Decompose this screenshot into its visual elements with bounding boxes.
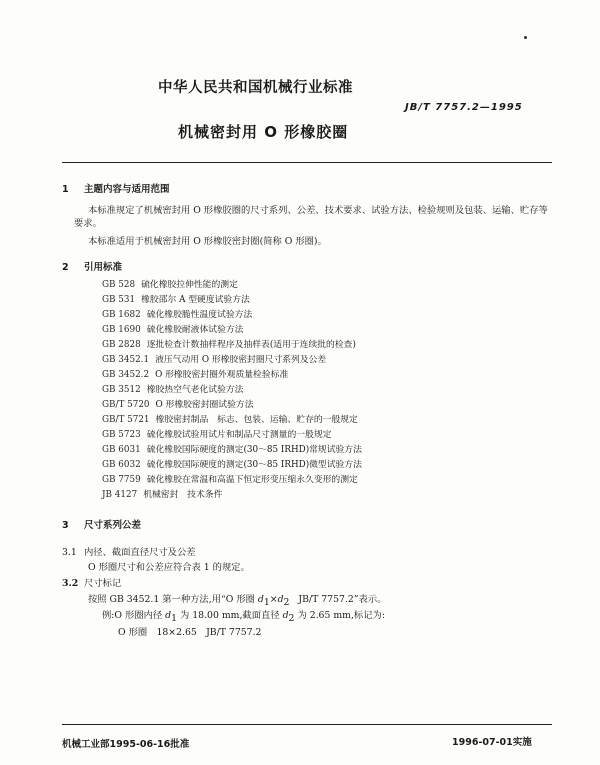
- reference-item: [102, 413, 362, 428]
- section-number: 1: [62, 184, 69, 195]
- example-text-b: 为 18.00 mm,截面直径: [180, 610, 280, 621]
- reference-title: 液压气动用 O 形橡胶密封圈尺寸系列及公差: [155, 355, 327, 365]
- reference-item: [102, 488, 362, 503]
- section-1-heading: [62, 181, 170, 195]
- section-1-paragraph-2: 本标准适用于机械密封用 O 形橡胶密封圈(简称 O 形圈)。: [88, 236, 327, 247]
- reference-code: GB 7759: [102, 475, 141, 485]
- standard-category-title: 中华人民共和国机械行业标准: [158, 80, 353, 96]
- reference-code: GB 6031: [102, 445, 141, 455]
- approval-date: 机械工业部1995-06-16批准: [62, 739, 190, 750]
- reference-item: [102, 443, 362, 458]
- reference-item: [102, 458, 362, 473]
- subsection-number: 3.1: [62, 547, 77, 558]
- reference-item: [102, 323, 362, 338]
- section-title: 尺寸系列公差: [84, 520, 142, 531]
- reference-title: 硫化橡胶国际硬度的测定(30～85 IRHD)常规试验方法: [146, 445, 362, 455]
- subsection-title: 尺寸标记: [84, 578, 122, 589]
- var-d1: d: [257, 594, 264, 605]
- reference-title: 硫化橡胶耐液体试验方法: [146, 325, 244, 335]
- section-2-heading: [62, 259, 122, 273]
- reference-code: GB 6032: [102, 460, 141, 470]
- var-d2-subscript: 2: [283, 596, 290, 608]
- reference-title: 硫化橡胶在常温和高温下恒定形变压缩永久变形的测定: [146, 475, 358, 485]
- reference-title: 硫化橡胶国际硬度的测定(30～85 IRHD)微型试验方法: [146, 460, 362, 470]
- reference-item: [102, 428, 362, 443]
- reference-item: [102, 398, 362, 413]
- subsection-3-1-text: O 形圈尺寸和公差应符合表 1 的规定。: [88, 562, 250, 573]
- reference-code: GB 1682: [102, 310, 141, 320]
- example-text-a: 例:O 形圈内径: [102, 610, 163, 621]
- reference-title: 硫化橡胶脆性温度试验方法: [146, 310, 253, 320]
- reference-item: [102, 338, 362, 353]
- reference-title: 逐批检查计数抽样程序及抽样表(适用于连续批的检查): [146, 340, 356, 350]
- standard-number: JB/T 7757.2—1995: [405, 102, 523, 113]
- reference-item: [102, 308, 362, 323]
- reference-item: [102, 383, 362, 398]
- reference-code: GB 5723: [102, 430, 141, 440]
- subsection-number: 3.2: [62, 578, 79, 589]
- reference-code: GB 1690: [102, 325, 141, 335]
- effective-date: 1996-07-01实施: [452, 737, 532, 748]
- reference-title: 机械密封 技术条件: [143, 490, 223, 500]
- subsection-title: 内径、截面直径尺寸及公差: [84, 547, 196, 558]
- reference-title: 橡胶热空气老化试验方法: [146, 385, 244, 395]
- reference-title: 橡胶邵尔 A 型硬度试验方法: [141, 295, 250, 305]
- marking-instruction-a: 按照 GB 3452.1 第一种方法,用“O 形圈: [88, 594, 255, 605]
- reference-standards-list: [102, 278, 362, 503]
- var-d1-subscript: 1: [263, 596, 270, 608]
- reference-code: GB 3452.1: [102, 355, 150, 365]
- reference-title: 硫化橡胶拉伸性能的测定: [141, 280, 238, 290]
- reference-code: GB/T 5721: [102, 415, 150, 425]
- section-number: 3: [62, 520, 69, 531]
- section-title: 主题内容与适用范围: [84, 184, 170, 195]
- reference-code: GB 3512: [102, 385, 141, 395]
- reference-code: GB/T 5720: [102, 400, 150, 410]
- marking-example-result: O 形圈 18×2.65 JB/T 7757.2: [118, 627, 262, 638]
- section-1-paragraph-1: 本标准规定了机械密封用 O 形橡胶圈的尺寸系列、公差、技术要求、试验方法、检验规则及包装、运输、贮存等要求。: [74, 205, 548, 229]
- reference-item: [102, 473, 362, 488]
- marking-instruction-b: JB/T 7757.2”表示。: [298, 594, 387, 605]
- var-d1: d: [165, 610, 172, 621]
- var-d1-subscript: 1: [171, 612, 178, 624]
- reference-code: GB 528: [102, 280, 136, 290]
- var-d2-subscript: 2: [288, 612, 295, 624]
- subsection-3-1-heading: [62, 546, 196, 559]
- reference-code: JB 4127: [102, 490, 138, 500]
- reference-item: [102, 278, 362, 293]
- subsection-3-2-heading: [62, 577, 121, 590]
- reference-title: O 形橡胶密封圈外观质量检验标准: [155, 370, 289, 380]
- reference-title: 橡胶密封制品 标志、包装、运输、贮存的一般规定: [155, 415, 358, 425]
- document-title: 机械密封用 O 形橡胶圈: [178, 123, 349, 141]
- section-3-heading: [62, 517, 141, 531]
- reference-title: 硫化橡胶试验用试片和制品尺寸测量的一般规定: [146, 430, 332, 440]
- section-number: 2: [62, 262, 69, 273]
- reference-item: [102, 368, 362, 383]
- reference-title: O 形橡胶密封圈试验方法: [155, 400, 254, 410]
- reference-item: [102, 353, 362, 368]
- speck-mark: [524, 36, 527, 39]
- footer-rule: [62, 724, 552, 725]
- subsection-3-2-text: 按照 GB 3452.1 第一种方法,用“O 形圈 $d_1\times d_2$ JB/T 7757.2”表示。: [88, 594, 387, 608]
- reference-item: [102, 293, 362, 308]
- header-rule: [62, 162, 552, 163]
- var-d2: d: [277, 594, 284, 605]
- reference-code: GB 2828: [102, 340, 141, 350]
- reference-code: GB 3452.2: [102, 370, 150, 380]
- section-title: 引用标准: [84, 262, 123, 273]
- var-d2: d: [282, 610, 289, 621]
- reference-code: GB 531: [102, 295, 136, 305]
- marking-example: [102, 609, 385, 625]
- example-text-c: 为 2.65 mm,标记为:: [297, 610, 385, 621]
